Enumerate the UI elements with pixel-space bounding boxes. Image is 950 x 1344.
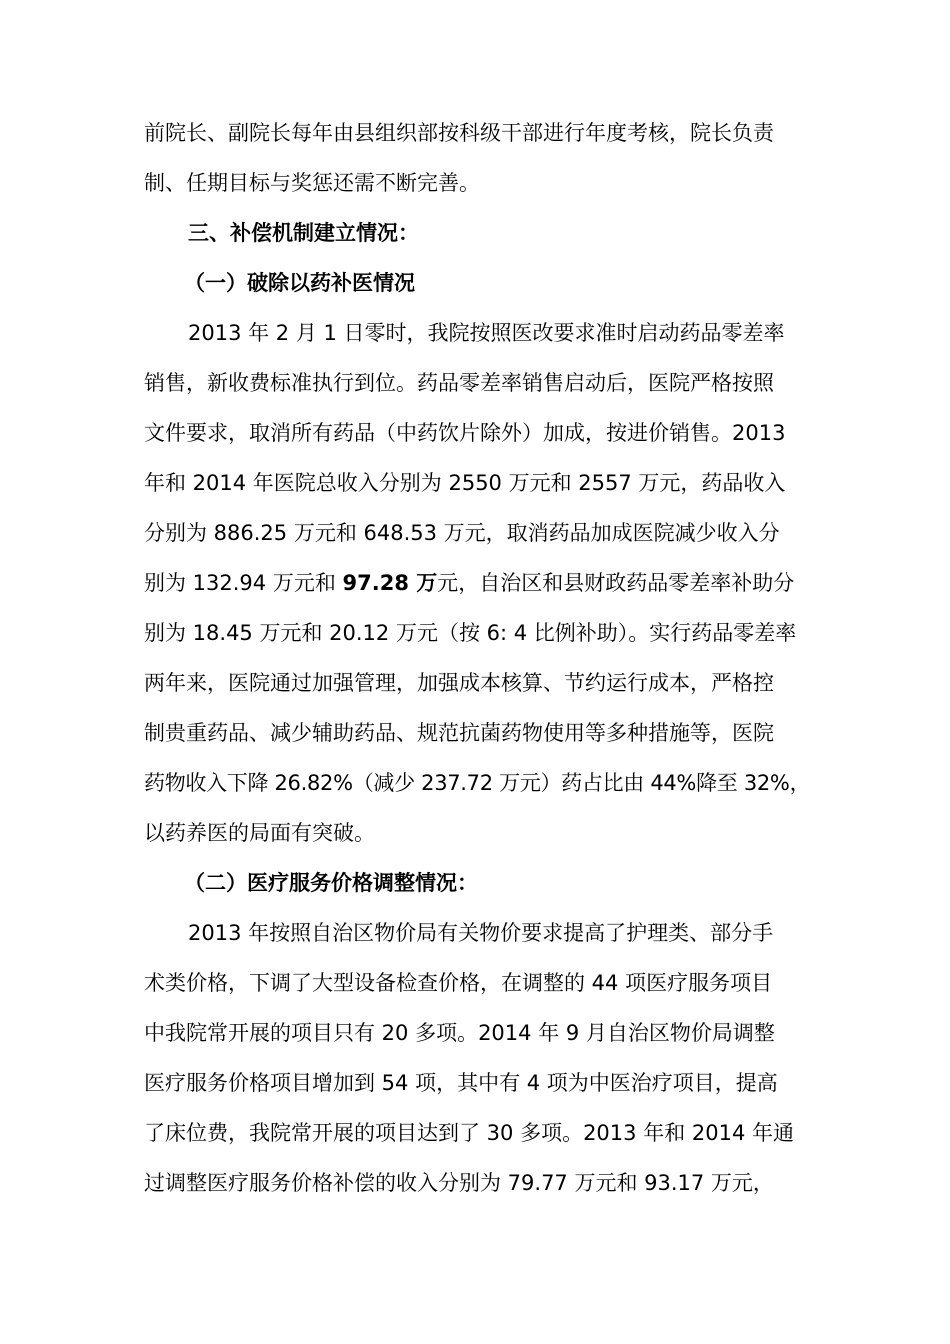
subsection-2-line-4: 医疗服务价格项目增加到 54 项，其中有 4 项为中医治疗项目，提高 (144, 1071, 778, 1095)
subsection-1-heading: （一）破除以药补医情况 (184, 271, 415, 295)
subsection-2-line-5: 了床位费，我院常开展的项目达到了 30 多项。2013 年和 2014 年通 (144, 1121, 794, 1145)
subsection-2-line-3: 中我院常开展的项目只有 20 多项。2014 年 9 月自治区物价局调整 (144, 1021, 775, 1045)
subsection-1-line-2: 销售，新收费标准执行到位。药品零差率销售启动后，医院严格按照 (144, 371, 774, 395)
subsection-2-line-2: 术类价格，下调了大型设备检查价格，在调整的 44 项医疗服务项目 (144, 971, 773, 995)
subsection-2-heading: （二）医疗服务价格调整情况： (184, 871, 478, 895)
subsection-2-line-6: 过调整医疗服务价格补偿的收入分别为 79.77 万元和 93.17 万元， (144, 1171, 774, 1195)
subsection-1-line-6 (144, 569, 794, 597)
intro-line-2: 制、任期目标与奖惩还需不断完善。 (144, 171, 480, 195)
subsection-1-line-5: 分别为 886.25 万元和 648.53 万元，取消药品加成医院减少收入分 (144, 521, 780, 545)
intro-line-1: 前院长、副院长每年由县组织部按科级干部进行年度考核，院长负责 (144, 121, 774, 145)
subsection-1-line-4: 年和 2014 年医院总收入分别为 2550 万元和 2557 万元，药品收入 (144, 471, 786, 495)
subsection-1-line-8: 两年来，医院通过加强管理，加强成本核算、节约运行成本，严格控 (144, 671, 774, 695)
line-6-text-post: 元，自治区和县财政药品零差率补助分 (437, 571, 795, 595)
section-3-heading: 三、补偿机制建立情况： (188, 221, 419, 245)
subsection-1-line-11: 以药养医的局面有突破。 (144, 821, 375, 845)
line-6-bold-amount: 97.28 万 (342, 571, 438, 595)
subsection-1-line-9: 制贵重药品、减少辅助药品、规范抗菌药物使用等多种措施等，医院 (144, 721, 774, 745)
subsection-1-line-3: 文件要求，取消所有药品（中药饮片除外）加成，按进价销售。2013 (144, 421, 786, 445)
subsection-1-line-1: 2013 年 2 月 1 日零时，我院按照医改要求准时启动药品零差率 (188, 321, 785, 345)
line-6-text-pre: 别为 132.94 万元和 (144, 571, 343, 595)
subsection-1-line-10: 药物收入下降 26.82%（减少 237.72 万元）药占比由 44%降至 32%， (144, 771, 811, 795)
subsection-1-line-7: 别为 18.45 万元和 20.12 万元（按 6: 4 比例补助）。实行药品零差率 (144, 621, 797, 645)
subsection-2-line-1: 2013 年按照自治区物价局有关物价要求提高了护理类、部分手 (188, 921, 774, 945)
